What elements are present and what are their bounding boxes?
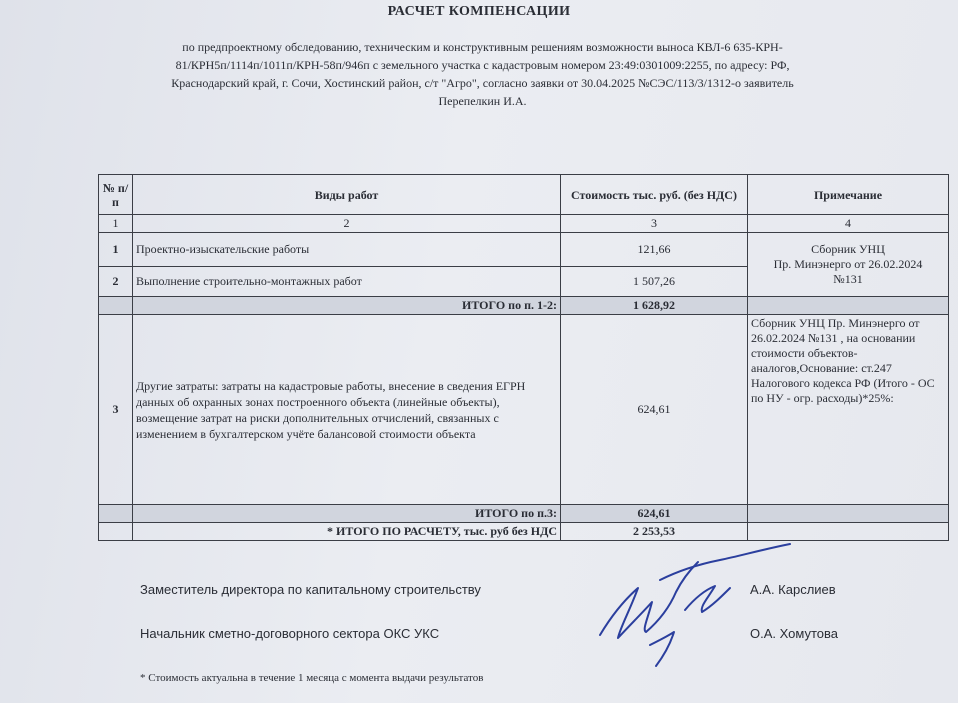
row-cost: 1 507,26 bbox=[561, 267, 748, 297]
row-num: 3 bbox=[99, 315, 133, 505]
handwritten-signature bbox=[590, 540, 800, 670]
note-line: Сборник УНЦ bbox=[811, 242, 885, 256]
subtotal-label: ИТОГО по п.3: bbox=[133, 505, 561, 523]
row-note: Сборник УНЦ Пр. Минэнерго от 26.02.2024 №131 , на основании стоимости объектов-аналогов,Основание: ст.247 Налогового кодекса РФ (Итого - ОС по НУ - огр. расходы)*25%: bbox=[748, 315, 949, 505]
document-subtitle bbox=[110, 38, 855, 110]
row-cost: 624,61 bbox=[561, 315, 748, 505]
signatory-name: О.А. Хомутова bbox=[750, 626, 838, 641]
column-number: 4 bbox=[748, 215, 949, 233]
empty-cell bbox=[99, 505, 133, 523]
subtotal-value: 1 628,92 bbox=[561, 297, 748, 315]
grand-total-value: 2 253,53 bbox=[561, 523, 748, 541]
subtitle-line: Краснодарский край, г. Сочи, Хостинский район, с/т "Агро", согласно заявки от 30.04.2025 №СЭС/113/3/1312-о заявитель bbox=[171, 76, 794, 90]
subtotal-value: 624,61 bbox=[561, 505, 748, 523]
row-num: 2 bbox=[99, 267, 133, 297]
subtitle-line: Перепелкин И.А. bbox=[438, 94, 527, 108]
note-line: №131 bbox=[833, 272, 863, 286]
column-number: 2 bbox=[133, 215, 561, 233]
empty-cell bbox=[748, 297, 949, 315]
column-number: 3 bbox=[561, 215, 748, 233]
row-work: Проектно-изыскательские работы bbox=[133, 233, 561, 267]
signatory-position: Заместитель директора по капитальному строительству bbox=[140, 582, 481, 597]
table-row bbox=[99, 233, 949, 267]
subtotal-row bbox=[99, 505, 949, 523]
subtotal-label: ИТОГО по п. 1-2: bbox=[133, 297, 561, 315]
table-row bbox=[99, 315, 949, 505]
subtitle-line: по предпроектному обследованию, техническим и конструктивным решениям возможности выноса КВЛ-6 635-КРН- bbox=[182, 40, 783, 54]
header-cost: Стоимость тыс. руб. (без НДС) bbox=[561, 175, 748, 215]
empty-cell bbox=[748, 523, 949, 541]
header-note: Примечание bbox=[748, 175, 949, 215]
footnote: * Стоимость актуальна в течение 1 месяца с момента выдачи результатов bbox=[140, 672, 484, 684]
grand-total-row bbox=[99, 523, 949, 541]
column-number-row bbox=[99, 215, 949, 233]
grand-total-label: * ИТОГО ПО РАСЧЕТУ, тыс. руб без НДС bbox=[133, 523, 561, 541]
subtitle-line: 81/КРН5п/1114п/1011п/КРН-58п/946п с земельного участка с кадастровым номером 23:49:0301009:2255, по адресу: РФ, bbox=[175, 58, 790, 72]
compensation-table bbox=[98, 174, 949, 541]
row-work: Выполнение строительно-монтажных работ bbox=[133, 267, 561, 297]
row-num: 1 bbox=[99, 233, 133, 267]
table-header-row bbox=[99, 175, 949, 215]
header-work: Виды работ bbox=[133, 175, 561, 215]
subtotal-row bbox=[99, 297, 949, 315]
empty-cell bbox=[99, 297, 133, 315]
row-cost: 121,66 bbox=[561, 233, 748, 267]
row-note bbox=[748, 233, 949, 297]
header-num: № п/п bbox=[99, 175, 133, 215]
empty-cell bbox=[748, 505, 949, 523]
signatory-position: Начальник сметно-договорного сектора ОКС УКС bbox=[140, 626, 440, 641]
signatory-name: А.А. Карслиев bbox=[750, 582, 836, 597]
note-line: Пр. Минэнерго от 26.02.2024 bbox=[773, 257, 923, 271]
row-work: Другие затраты: затраты на кадастровые работы, внесение в сведения ЕГРН данных об охранных зонах построенного объекта (линейные объекты), возмещение затрат на риски дополнительных отчислений, связанных с изменением в бухгалтерском учёте балансовой стоимости объекта bbox=[133, 315, 561, 505]
document-title: РАСЧЕТ КОМПЕНСАЦИИ bbox=[387, 4, 571, 19]
empty-cell bbox=[99, 523, 133, 541]
column-number: 1 bbox=[99, 215, 133, 233]
